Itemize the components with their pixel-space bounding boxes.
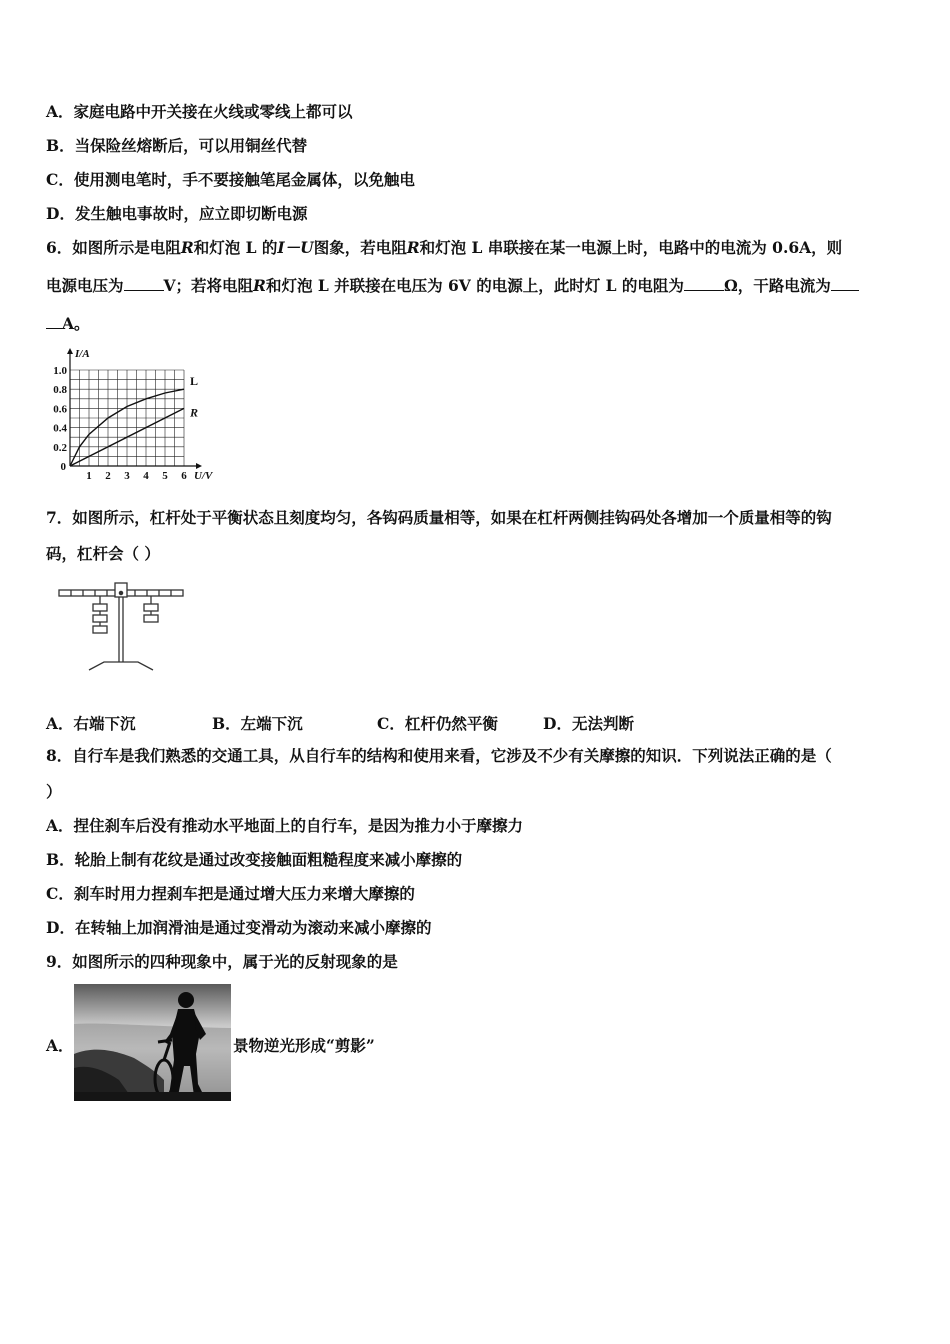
q7-stem-line2: 码，杠杆会（ ） — [46, 544, 160, 563]
y-tick-label: 0.6 — [53, 403, 67, 416]
q7-option-b[interactable]: B．左端下沉 — [212, 714, 303, 733]
q7-option-a[interactable]: A．右端下沉 — [46, 714, 136, 733]
answer-blank-resistance[interactable] — [684, 276, 724, 291]
x-tick-label: 3 — [124, 470, 130, 482]
y-axis-arrow — [67, 348, 73, 354]
q7-option-c[interactable]: C．杠杆仍然平衡 — [377, 714, 498, 733]
weight-left-2 — [93, 615, 107, 622]
q8-stem-line1: 8．自行车是我们熟悉的交通工具，从自行车的结构和使用来看，它涉及不少有关摩擦的知识．下列说法正确的是（ — [46, 746, 832, 765]
answer-blank-current[interactable] — [831, 276, 859, 291]
x-tick-label: 6 — [181, 470, 187, 482]
y-tick-label: 0.8 — [53, 384, 67, 397]
q7-stem-line1: 7．如图所示，杠杆处于平衡状态且刻度均匀，各钩码质量相等，如果在杠杆两侧挂钩码处各增加一个质量相等的钩 — [46, 508, 832, 527]
q6-stem-line3: A。 — [46, 314, 90, 334]
iu-chart — [44, 344, 234, 484]
x-tick-label: 5 — [162, 470, 168, 482]
y-tick-label: 0.4 — [53, 422, 67, 435]
q9-stem: 9．如图所示的四种现象中，属于光的反射现象的是 — [46, 952, 398, 971]
q6-stem-line1: 6．如图所示是电阻R和灯泡 L 的I－U图象，若电阻R和灯泡 L 串联接在某一电源上时，电路中的电流为 0.6A，则 — [46, 238, 843, 257]
q8-stem-line2: ） — [46, 782, 62, 801]
weight-right-1 — [144, 604, 158, 611]
x-axis-label: U/V — [194, 470, 213, 482]
weight-right-2 — [144, 615, 158, 622]
q7-option-d[interactable]: D．无法判断 — [543, 714, 634, 733]
q8-option-a[interactable]: A．捏住刹车后没有推动水平地面上的自行车，是因为推力小于摩擦力 — [46, 816, 524, 835]
q7-options — [46, 712, 686, 734]
weight-left-3 — [93, 626, 107, 633]
q9-option-a-text: 景物逆光形成“剪影” — [233, 1036, 375, 1055]
series-label-L: L — [190, 374, 199, 389]
q8-option-b[interactable]: B．轮胎上制有花纹是通过改变接触面粗糙程度来减小摩擦的 — [46, 850, 463, 869]
origin-label: 0 — [60, 461, 66, 473]
q5-option-b: B．当保险丝熔断后，可以用铜丝代替 — [46, 136, 308, 155]
q6-stem-line2: 电源电压为 V；若将电阻R和灯泡 L 并联接在电压为 6V 的电源上，此时灯 L 的电阻为 Ω，干路电流为 — [46, 276, 859, 296]
q8-option-c[interactable]: C．刹车时用力捏刹车把是通过增大压力来增大摩擦的 — [46, 884, 415, 903]
lever-figure — [56, 578, 188, 674]
stand-base — [89, 662, 153, 670]
q5-option-a: A．家庭电路中开关接在火线或零线上都可以 — [46, 102, 353, 121]
x-tick-label: 1 — [86, 470, 92, 482]
q5-option-d: D．发生触电事故时，应立即切断电源 — [46, 204, 308, 223]
x-tick-label: 2 — [105, 470, 111, 482]
q8-option-d[interactable]: D．在转轴上加润滑油是通过变滑动为滚动来减小摩擦的 — [46, 918, 432, 937]
answer-blank-voltage[interactable] — [124, 276, 164, 291]
x-tick-label: 4 — [143, 470, 149, 482]
y-tick-label: 1.0 — [53, 365, 67, 377]
x-axis-arrow — [196, 463, 202, 469]
weight-left-1 — [93, 604, 107, 611]
q9-option-a-label[interactable]: A． — [46, 1036, 74, 1055]
series-label-R: R — [190, 405, 199, 420]
y-axis-label: I/A — [75, 348, 90, 360]
answer-blank-current-cont — [46, 314, 62, 329]
y-tick-label: 0.2 — [53, 441, 67, 454]
q5-option-c: C．使用测电笔时，手不要接触笔尾金属体，以免触电 — [46, 170, 415, 189]
silhouette-photo — [74, 984, 231, 1101]
